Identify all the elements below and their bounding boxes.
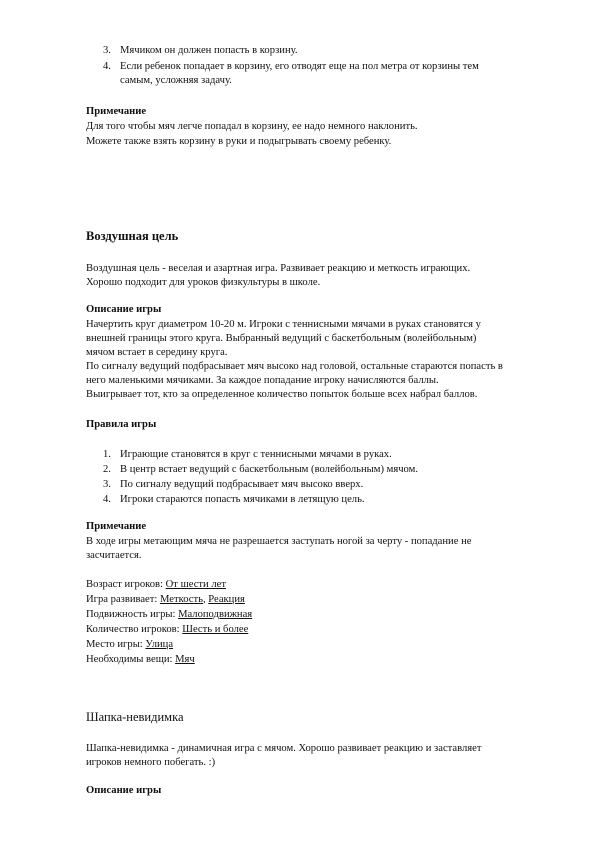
rule-number: 3. bbox=[103, 479, 111, 490]
note-text: В ходе игры метающим мяча не разрешается заступать ногой за черту - попадание не bbox=[86, 536, 472, 547]
description-text: внешней границы этого круга. Выбранный ведущий с баскетбольным (волейбольным) bbox=[86, 333, 477, 344]
rule-number: 4. bbox=[103, 494, 111, 505]
list-number: 4. bbox=[103, 61, 111, 72]
age-link[interactable]: От шести лет bbox=[165, 579, 226, 590]
description-text: Начертить круг диаметром 10-20 м. Игроки с теннисными мячами в руках становятся у bbox=[86, 319, 481, 330]
intro-text: Шапка-невидимка - динамичная игра с мячом. Хорошо развивает реакцию и заставляет bbox=[86, 743, 482, 754]
meta-place bbox=[86, 638, 173, 651]
meta-age bbox=[86, 578, 226, 591]
intro-text: игроков немного побегать. :) bbox=[86, 757, 216, 768]
list-number: 3. bbox=[103, 45, 111, 56]
meta-items bbox=[86, 653, 195, 666]
players-link[interactable]: Шесть и более bbox=[182, 624, 249, 635]
meta-players bbox=[86, 623, 248, 636]
section-title: Шапка-невидимка bbox=[86, 710, 184, 724]
meta-mobility-label: Подвижность игры: bbox=[86, 609, 179, 620]
list-item-text: Мячиком он должен попасть в корзину. bbox=[120, 45, 298, 56]
meta-players-label: Количество игроков: bbox=[86, 624, 183, 635]
note-text: Можете также взять корзину в руки и подыгрывать своему ребенку. bbox=[86, 136, 392, 147]
rules-heading: Правила игры bbox=[86, 419, 157, 430]
items-link[interactable]: Мяч bbox=[175, 654, 195, 665]
description-heading: Описание игры bbox=[86, 304, 162, 315]
accuracy-link[interactable]: Меткость bbox=[160, 594, 203, 605]
rule-number: 2. bbox=[103, 464, 111, 475]
meta-items-label: Необходимы вещи: bbox=[86, 654, 176, 665]
meta-develops bbox=[86, 593, 245, 606]
note-text: засчитается. bbox=[86, 550, 142, 561]
intro-text: Хорошо подходит для уроков физкультуры в школе. bbox=[86, 277, 321, 288]
rule-text: В центр встает ведущий с баскетбольным (волейбольным) мячом. bbox=[120, 464, 418, 475]
description-heading: Описание игры bbox=[86, 785, 162, 796]
description-text: Выигрывает тот, кто за определенное количество попыток больше всех набрал баллов. bbox=[86, 389, 478, 400]
intro-text: Воздушная цель - веселая и азартная игра. Развивает реакцию и меткость играющих. bbox=[86, 263, 471, 274]
list-item-text: Если ребенок попадает в корзину, его отводят еще на пол метра от корзины тем bbox=[120, 61, 479, 72]
separator: , bbox=[202, 594, 209, 605]
rule-text: Играющие становятся в круг с теннисными мячами в руках. bbox=[120, 449, 392, 460]
place-link[interactable]: Улица bbox=[145, 639, 174, 650]
note-text: Для того чтобы мяч легче попадал в корзину, ее надо немного наклонить. bbox=[86, 121, 418, 132]
meta-age-label: Возраст игроков: bbox=[86, 579, 166, 590]
description-text: него маленькими мячиками. За каждое попадание игроку начисляются баллы. bbox=[86, 375, 439, 386]
meta-mobility bbox=[86, 608, 252, 621]
rule-number: 1. bbox=[103, 449, 111, 460]
rule-text: Игроки стараются попасть мячиками в летящую цель. bbox=[120, 494, 365, 505]
note-heading: Примечание bbox=[86, 106, 147, 117]
meta-develops-label: Игра развивает: bbox=[86, 594, 160, 605]
mobility-link[interactable]: Малоподвижная bbox=[178, 609, 253, 620]
meta-place-label: Место игры: bbox=[86, 639, 146, 650]
description-text: По сигналу ведущий подбрасывает мяч высоко над головой, остальные стараются попасть в bbox=[86, 361, 503, 372]
note-heading: Примечание bbox=[86, 521, 147, 532]
reaction-link[interactable]: Реакция bbox=[208, 594, 245, 605]
list-item-text: самым, усложняя задачу. bbox=[120, 75, 232, 86]
section-title: Воздушная цель bbox=[86, 229, 179, 243]
rule-text: По сигналу ведущий подбрасывает мяч высоко вверх. bbox=[120, 479, 364, 490]
description-text: мячом встает в середину круга. bbox=[86, 347, 228, 358]
